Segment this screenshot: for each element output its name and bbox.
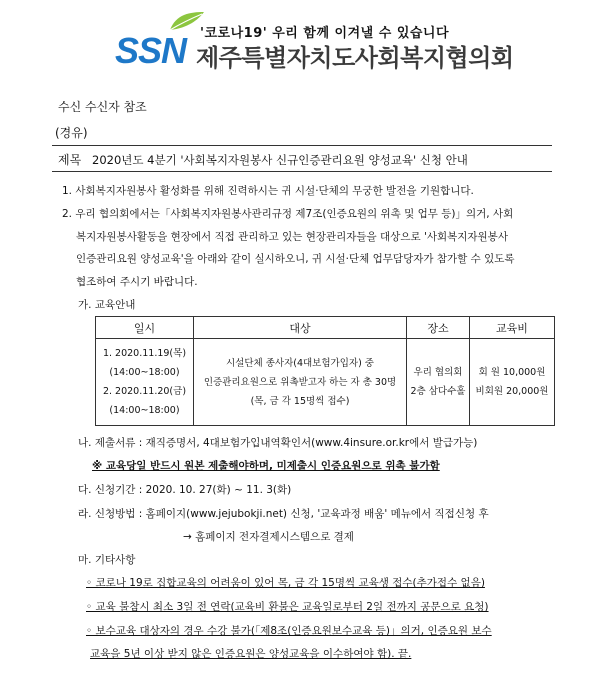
na-note: ※ 교육당일 반드시 원본 제출해야하며, 미제출시 인증요원으로 위촉 불가함: [92, 460, 440, 472]
ma-item-2: ◦ 교육 불참시 최소 3일 전 연락(교육비 환불은 교육일로부터 2일 전까지 공문으로 요청): [86, 601, 489, 613]
recipient-line: 수신 수신자 참조: [58, 100, 147, 114]
target-line: 시설단체 종사자(4대보험가입자) 중: [226, 357, 374, 369]
paragraph-1: 1. 사회복지자원봉사 활성화를 위해 진력하시는 귀 시설·단체의 무궁한 발전을 기원합니다.: [62, 185, 474, 197]
cell-date: [96, 339, 194, 426]
paragraph-2-line-3: 인증관리요원 양성교육'을 아래와 같이 실시하오니, 귀 시설·단체 업무담당자가 참가할 수 있도록: [76, 253, 515, 265]
section-ga: 가. 교육안내: [78, 299, 136, 311]
divider-bottom: [52, 171, 552, 172]
header-target: 대상: [194, 317, 407, 339]
subject-text: 2020년도 4분기 '사회복지자원봉사 신규인증관리요원 양성교육' 신청 안내: [92, 153, 468, 167]
table-row: [96, 339, 555, 426]
header-place: 장소: [407, 317, 470, 339]
target-line: 인증관리요원으로 위촉받고자 하는 자 총 30명: [203, 376, 397, 388]
section-ra-2: → 홈페이지 전자결제시스템으로 결제: [183, 531, 354, 543]
paragraph-2-line-1: 2. 우리 협의회에서는「사회복지자원봉사관리규정 제7조(인증요원의 위촉 및 업무 등)」의거, 사회: [62, 208, 514, 220]
cell-target: [194, 339, 407, 426]
ma-item-3-line-1: ◦ 보수교육 대상자의 경우 수강 불가(「제8조(인증요원보수교육 등)」의거, 인증요원 보수: [86, 625, 492, 637]
education-table: [95, 316, 555, 426]
header-fee: 교육비: [470, 317, 555, 339]
ssn-logo: SSN: [115, 30, 187, 71]
table-header-row: [96, 317, 555, 339]
section-ma: 마. 기타사항: [78, 554, 136, 566]
fee-line: 비회원 20,000원: [475, 386, 549, 397]
date-line: 2. 2020.11.20(금): [102, 386, 187, 397]
paragraph-2-line-2: 복지자원봉사활동을 현장에서 직접 관리하고 있는 현장관리자들을 대상으로 '사회복지자원봉사: [76, 231, 508, 243]
header-date: 일시: [96, 317, 194, 339]
date-line: 1. 2020.11.19(목): [102, 348, 187, 359]
section-ra: 라. 신청방법 : 홈페이지(www.jejubokji.net) 신청, '교육과정 배움' 메뉴에서 직접신청 후: [78, 508, 489, 520]
date-line: (14:00~18:00): [109, 367, 180, 378]
place-line: 2층 삼다수홀: [410, 386, 466, 397]
subject-label: 제목: [58, 153, 82, 167]
cell-fee: [470, 339, 555, 426]
via-line: (경유): [55, 126, 88, 140]
date-line: (14:00~18:00): [109, 405, 180, 416]
fee-line: 회 원 10,000원: [478, 367, 546, 378]
org-name: 제주특별자치도사회복지협의회: [196, 44, 514, 72]
section-da: 다. 신청기간 : 2020. 10. 27(화) ~ 11. 3(화): [78, 484, 292, 496]
paragraph-2-line-4: 협조하여 주시기 바랍니다.: [76, 276, 198, 288]
ma-item-1: ◦ 코로나 19로 집합교육의 어려움이 있어 목, 금 각 15명씩 교육생 접수(추가접수 없음): [86, 577, 485, 589]
ma-item-3-line-2: 교육을 5년 이상 받지 않은 인증요원은 양성교육을 이수하여야 함). 끝.: [90, 648, 412, 660]
target-line: (목, 금 각 15명씩 접수): [250, 395, 350, 407]
place-line: 우리 협의회: [413, 367, 463, 378]
section-na: 나. 제출서류 : 재직증명서, 4대보험가입내역확인서(www.4insure.or.kr에서 발급가능): [78, 437, 478, 449]
divider-top: [52, 145, 552, 146]
cell-place: [407, 339, 470, 426]
header-slogan: '코로나19' 우리 함께 이겨낼 수 있습니다: [200, 26, 450, 41]
